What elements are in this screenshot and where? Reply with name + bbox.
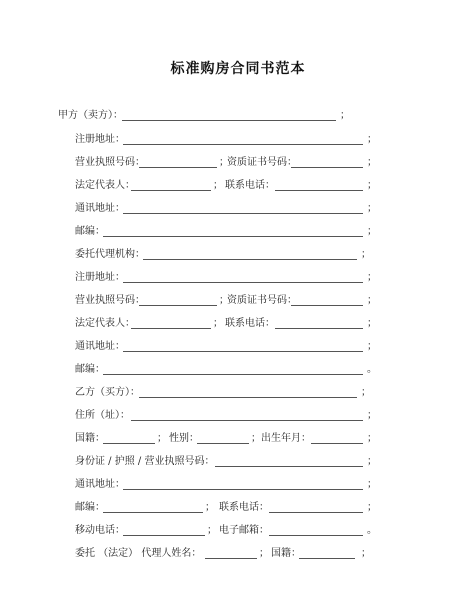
registered-address-blank[interactable] [123,282,363,283]
postcode-label: 邮编： [75,226,105,237]
field-separator: ； [251,433,261,444]
mailing-address-label: 通讯地址： [75,203,125,214]
row-end-mark: ； [367,134,377,145]
mailing-address-blank[interactable] [123,489,363,490]
buyer-residence-row [75,409,377,423]
field-separator: ； [219,157,229,168]
gender-label: 性别： [169,433,199,444]
mailing-address-blank[interactable] [123,213,363,214]
row-end-mark: ； [367,157,377,168]
legal-rep-blank[interactable] [131,328,211,329]
email-blank[interactable] [269,535,363,536]
contact-phone-label: 联系电话： [225,318,275,329]
row-end-mark: ； [367,226,377,237]
buyer-label: 乙方（买方）： [75,387,140,398]
row-end-mark: ； [361,249,371,260]
business-license-label: 营业执照号码： [75,157,145,168]
buyer-personal-info-row [75,432,377,446]
id-documents-label: 身份证 / 护照 / 营业执照号码： [75,456,215,467]
row-end-mark: ； [367,318,377,329]
document-title: 标准购房合同书范本 [170,61,306,77]
field-separator: ； [157,433,167,444]
buyer-id-row [75,455,377,469]
postcode-label: 邮编： [75,502,105,513]
email-label: 电子邮箱： [219,525,269,536]
residence-blank[interactable] [131,420,363,421]
agent-legal-rep-row [75,317,377,331]
nationality-blank[interactable] [299,558,355,559]
contact-phone-label: 联系电话： [219,502,269,513]
qualification-cert-label: 资质证书号码： [227,157,297,168]
buyer-name-blank[interactable] [139,397,357,398]
row-end-mark: ； [340,110,350,121]
row-end-mark: ； [367,272,377,283]
mailing-address-blank[interactable] [123,351,363,352]
agent-row [75,248,372,262]
contact-phone-blank[interactable] [269,512,363,513]
agent-blank[interactable] [143,259,357,260]
mailing-address-label: 通讯地址： [75,341,125,352]
delegate-name-blank[interactable] [205,558,257,559]
agent-postcode-row [75,363,377,377]
seller-license-row [75,156,377,170]
qualification-cert-label: 资质证书号码： [227,295,297,306]
buyer-row [75,386,372,400]
buyer-delegate-row [75,547,372,561]
agent-mailing-address-row [75,340,377,354]
registered-address-label: 注册地址： [75,134,125,145]
business-license-blank[interactable] [139,167,217,168]
row-end-mark: ； [367,341,377,352]
row-end-mark: ； [367,502,377,513]
qualification-cert-blank[interactable] [291,305,363,306]
field-separator: ； [205,502,215,513]
qualification-cert-blank[interactable] [291,167,363,168]
delegate-label: 委托 （法定） 代理人姓名： [75,548,202,559]
legal-rep-blank[interactable] [131,190,211,191]
postcode-blank[interactable] [103,236,363,237]
business-license-label: 营业执照号码： [75,295,145,306]
legal-rep-label: 法定代表人： [75,318,135,329]
agent-registered-address-row [75,271,377,285]
nationality-label: 国籍： [75,433,105,444]
seller-name-blank[interactable] [122,120,336,121]
registered-address-blank[interactable] [123,144,363,145]
postcode-blank[interactable] [103,374,363,375]
registered-address-label: 注册地址： [75,272,125,283]
field-separator: ； [213,180,223,191]
contact-phone-label: 联系电话： [225,180,275,191]
row-end-mark: 。 [367,525,377,536]
row-end-mark: ； [367,433,377,444]
row-end-mark: ； [367,180,377,191]
agent-license-row [75,294,377,308]
mobile-phone-label: 移动电话： [75,525,125,536]
birth-date-blank[interactable] [311,443,363,444]
birth-date-label: 出生年月： [261,433,311,444]
row-end-mark: ； [367,410,377,421]
field-separator: ； [219,295,229,306]
nationality-blank[interactable] [103,443,155,444]
mobile-phone-blank[interactable] [123,535,205,536]
postcode-blank[interactable] [103,512,203,513]
row-end-mark: ； [367,295,377,306]
row-end-mark: ； [367,479,377,490]
business-license-blank[interactable] [139,305,217,306]
row-end-mark: 。 [367,364,377,375]
buyer-mailing-address-row [75,478,377,492]
row-end-mark: ； [361,387,371,398]
residence-label: 住所（址）： [75,410,130,421]
postcode-label: 邮编： [75,364,105,375]
buyer-mobile-email-row [75,524,377,538]
buyer-postcode-phone-row [75,501,377,515]
row-end-mark: ； [367,456,377,467]
seller-mailing-address-row [75,202,377,216]
field-separator: ； [207,525,217,536]
contact-phone-blank[interactable] [275,328,363,329]
mailing-address-label: 通讯地址： [75,479,125,490]
field-separator: ； [259,548,269,559]
legal-rep-label: 法定代表人： [75,180,135,191]
row-end-mark: ； [367,203,377,214]
field-separator: ； [213,318,223,329]
nationality-label: 国籍： [271,548,301,559]
seller-label: 甲方（卖方）： [58,110,123,121]
agent-label: 委托代理机构： [75,249,145,260]
seller-registered-address-row [75,133,377,147]
seller-postcode-row [75,225,377,239]
gender-blank[interactable] [197,443,249,444]
seller-row [58,109,372,123]
id-documents-blank[interactable] [215,466,363,467]
seller-legal-rep-row [75,179,377,193]
contact-phone-blank[interactable] [275,190,363,191]
row-end-mark: ； [361,548,371,559]
